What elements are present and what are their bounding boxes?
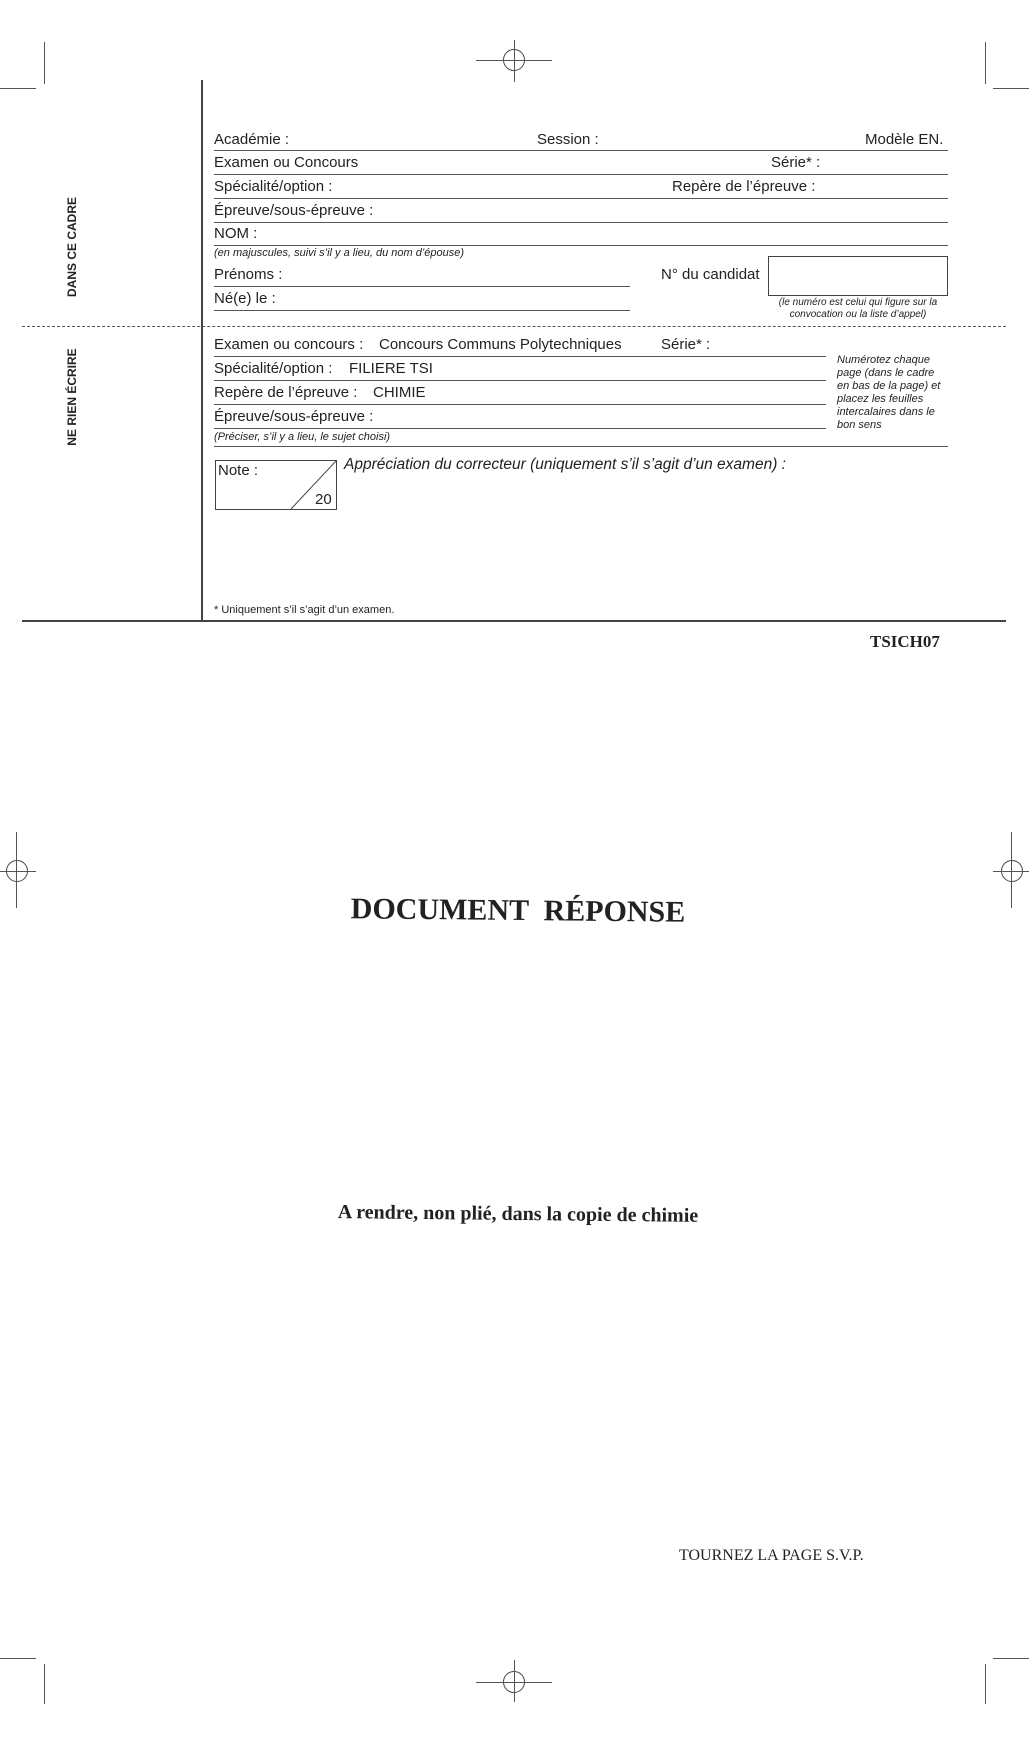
lower-repere-label: Repère de l’épreuve : <box>214 384 358 401</box>
academie-label: Académie : <box>214 131 290 148</box>
margin-text-bottom: NE RIEN ÉCRIRE <box>65 348 79 446</box>
footnote: * Uniquement s’il s’agit d’un examen. <box>214 604 395 616</box>
candidat-label: N° du candidat <box>661 266 760 283</box>
nom-label: NOM : <box>214 225 258 242</box>
lower-repere-value: CHIMIE <box>373 384 426 401</box>
repere-label: Repère de l’épreuve : <box>672 178 816 195</box>
note-box[interactable] <box>215 460 337 510</box>
modele-label: Modèle EN. <box>865 131 944 148</box>
lower-epreuve-label: Épreuve/sous-épreuve : <box>214 408 374 425</box>
specialite-label: Spécialité/option : <box>214 178 333 195</box>
candidat-hint-line1: (le numéro est celui qui figure sur la <box>778 297 938 308</box>
lower-specialite-label: Spécialité/option : <box>214 360 333 377</box>
lower-specialite-value: FILIERE TSI <box>349 360 433 377</box>
lower-serie-label: Série* : <box>661 336 711 353</box>
candidat-number-box[interactable] <box>768 256 948 296</box>
turn-page-text: TOURNEZ LA PAGE S.V.P. <box>679 1547 864 1564</box>
note-max: 20 <box>315 491 332 508</box>
session-label: Session : <box>537 131 599 148</box>
fold-dotted-line <box>22 326 1006 327</box>
epreuve-label: Épreuve/sous-épreuve : <box>214 202 374 219</box>
lower-examen-label: Examen ou concours : <box>214 336 364 353</box>
nele-label: Né(e) le : <box>214 290 276 307</box>
examen-label: Examen ou Concours <box>214 154 359 171</box>
left-frame-line <box>201 80 203 620</box>
nom-hint: (en majuscules, suivi s’il y a lieu, du nom d’épouse) <box>214 247 465 259</box>
lower-examen-value: Concours Communs Polytechniques <box>379 336 622 353</box>
bottom-frame-line <box>22 620 1006 622</box>
appreciation-label: Appréciation du correcteur (uniquement s’il s’agit d’un examen) : <box>344 456 786 473</box>
candidat-hint-line2: convocation ou la liste d’appel) <box>789 309 927 320</box>
margin-text-top: DANS CE CADRE <box>65 196 79 297</box>
note-label: Note : <box>218 462 259 479</box>
prenoms-label: Prénoms : <box>214 266 283 283</box>
instruction-text: A rendre, non plié, dans la copie de chimie <box>337 1201 699 1227</box>
document-title: DOCUMENT RÉPONSE <box>350 892 686 929</box>
lower-epreuve-hint: (Préciser, s’il y a lieu, le sujet choisi) <box>214 431 391 443</box>
serie-label: Série* : <box>771 154 821 171</box>
page-code: TSICH07 <box>870 632 940 651</box>
